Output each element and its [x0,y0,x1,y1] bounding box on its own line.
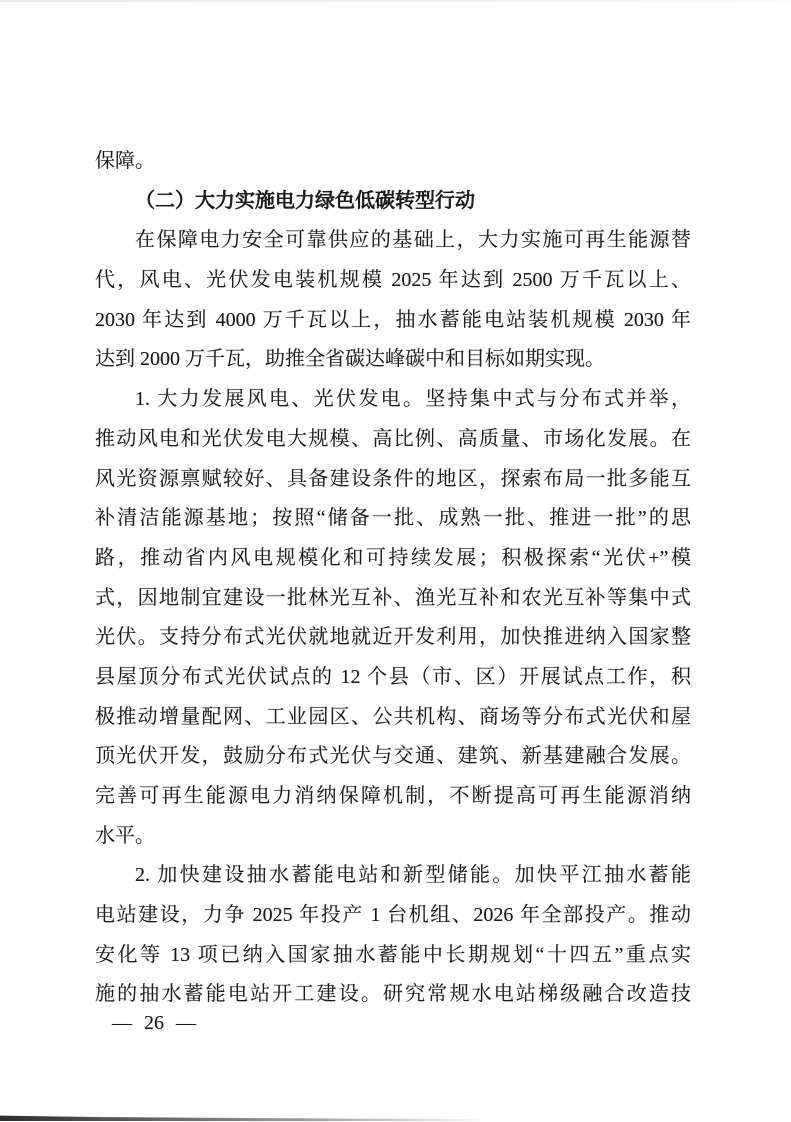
text-block [95,142,691,1015]
body-line: 安化等 13 项已纳入国家抽水蓄能中长期规划“十四五”重点实 [95,943,691,966]
body-line: 风光资源禀赋较好、具备建设条件的地区，探索布局一批多能互 [95,467,691,490]
section-heading: （二）大力实施电力绿色低碳转型行动 [135,189,475,212]
body-line: 2030 年达到 4000 万千瓦以上，抽水蓄能电站装机规模 2030 年 [95,308,691,331]
body-line: 在保障电力安全可靠供应的基础上，大力实施可再生能源替 [135,229,691,252]
body-line: 达到 2000 万千瓦，助推全省碳达峰碳中和目标如期实现。 [95,348,605,371]
body-line: 水平。 [95,824,155,847]
page-number: — 26 — [112,1012,196,1034]
scan-top-edge [0,0,791,2]
body-line: 光伏。支持分布式光伏就地就近开发利用，加快推进纳入国家整 [95,626,691,649]
scan-shadow-artifact [0,1115,505,1121]
body-line: 推动风电和光伏发电大规模、高比例、高质量、市场化发展。在 [95,427,691,450]
body-line: 式，因地制宜建设一批林光互补、渔光互补和农光互补等集中式 [95,586,691,609]
body-line: 保障。 [95,150,155,172]
body-line: 县屋顶分布式光伏试点的 12 个县（市、区）开展试点工作，积 [95,665,691,688]
body-line: 施的抽水蓄能电站开工建设。研究常规水电站梯级融合改造技 [95,983,691,1006]
body-line: 电站建设，力争 2025 年投产 1 台机组、2026 年全部投产。推动 [95,904,691,927]
body-line: 极推动增量配网、工业园区、公共机构、商场等分布式光伏和屋 [95,705,691,728]
body-line: 代，风电、光伏发电装机规模 2025 年达到 2500 万千瓦以上、 [95,269,691,292]
body-line: 顶光伏开发，鼓励分布式光伏与交通、建筑、新基建融合发展。 [95,745,691,768]
body-line: 补清洁能源基地；按照“储备一批、成熟一批、推进一批”的思 [95,507,691,530]
body-line: 完善可再生能源电力消纳保障机制，不断提高可再生能源消纳 [95,785,691,807]
body-line: 2. 加快建设抽水蓄能电站和新型储能。加快平江抽水蓄能 [135,864,691,887]
body-line: 路，推动省内风电规模化和可持续发展；积极探索“光伏+”模 [95,546,691,569]
body-line: 1. 大力发展风电、光伏发电。坚持集中式与分布式并举， [135,388,691,411]
